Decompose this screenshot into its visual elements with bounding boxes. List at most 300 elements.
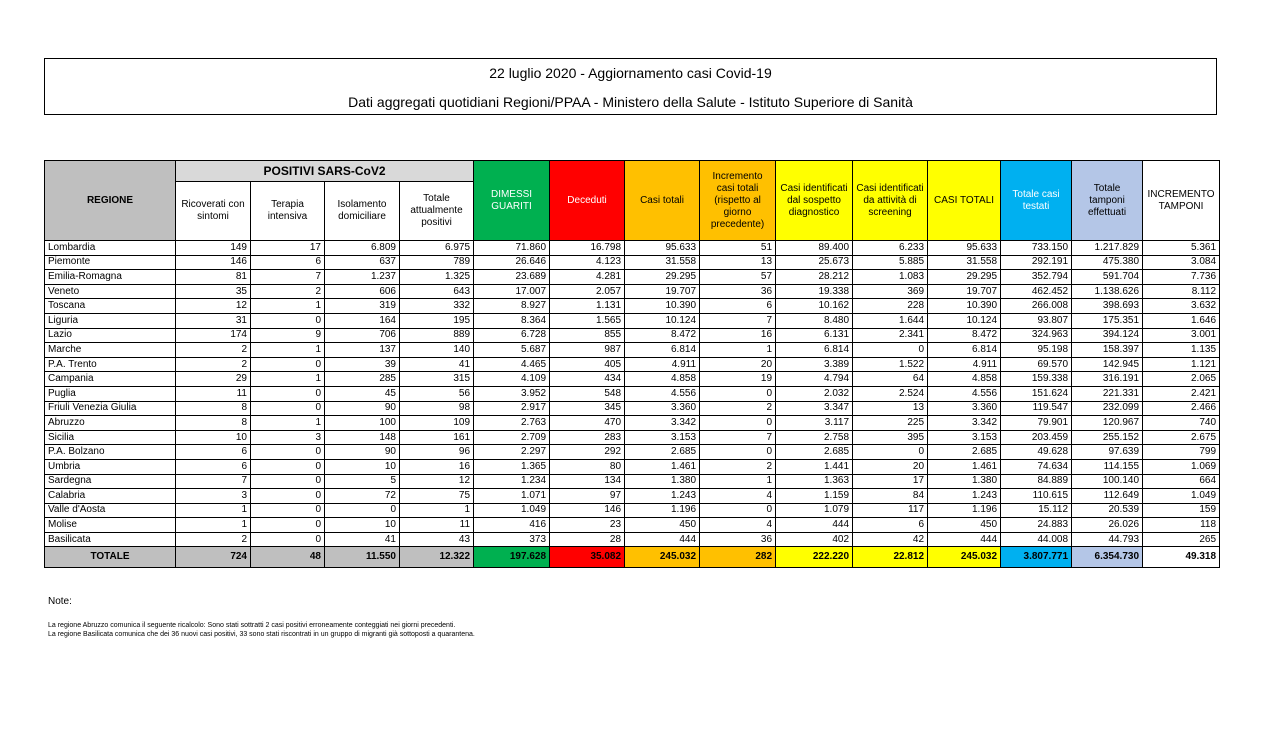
cell-deceduti: 4.281 [550, 270, 625, 285]
cell-casi-totali-2: 3.153 [928, 430, 1001, 445]
cell-terapia-intensiva: 0 [251, 313, 325, 328]
cell-terapia-intensiva: 9 [251, 328, 325, 343]
cell-casi-totali: 450 [625, 518, 700, 533]
cell-terapia-intensiva: 7 [251, 270, 325, 285]
cell-ricoverati: 6 [176, 459, 251, 474]
cell-dimessi-guariti: 1.049 [474, 503, 550, 518]
cell-ricoverati: 1 [176, 503, 251, 518]
cell-totale-positivi: 16 [400, 459, 474, 474]
cell-screening: 117 [853, 503, 928, 518]
cell-regione: Molise [45, 518, 176, 533]
cell-casi-testati: 352.794 [1001, 270, 1072, 285]
cell-casi-totali-2: 1.243 [928, 489, 1001, 504]
cell-isolamento: 137 [325, 343, 400, 358]
cell-terapia-intensiva: 1 [251, 299, 325, 314]
cell-dimessi-guariti: 2.709 [474, 430, 550, 445]
cell-casi-totali-2: 3.342 [928, 416, 1001, 431]
cell-terapia-intensiva: 0 [251, 518, 325, 533]
total-regione: TOTALE [45, 547, 176, 568]
header-casi-sospetto-diagnostico: Casi identificati dal sospetto diagnostico [776, 161, 853, 241]
cell-dimessi-guariti: 2.297 [474, 445, 550, 460]
cell-casi-testati: 110.615 [1001, 489, 1072, 504]
cell-regione: Basilicata [45, 532, 176, 547]
cell-incremento-casi: 0 [700, 445, 776, 460]
cell-casi-totali: 4.911 [625, 357, 700, 372]
total-casi-totali-2: 245.032 [928, 547, 1001, 568]
cell-screening: 225 [853, 416, 928, 431]
cell-incremento-casi: 7 [700, 313, 776, 328]
cell-totale-positivi: 109 [400, 416, 474, 431]
cell-terapia-intensiva: 0 [251, 401, 325, 416]
table-row [45, 284, 1220, 299]
report-title-box [44, 58, 1217, 115]
total-casi-testati: 3.807.771 [1001, 547, 1072, 568]
cell-ricoverati: 10 [176, 430, 251, 445]
cell-deceduti: 16.798 [550, 241, 625, 256]
cell-sospetto-diagnostico: 28.212 [776, 270, 853, 285]
cell-casi-totali-2: 10.124 [928, 313, 1001, 328]
cell-ricoverati: 29 [176, 372, 251, 387]
cell-casi-totali-2: 95.633 [928, 241, 1001, 256]
cell-dimessi-guariti: 26.646 [474, 255, 550, 270]
cell-regione: Abruzzo [45, 416, 176, 431]
cell-terapia-intensiva: 0 [251, 474, 325, 489]
cell-sospetto-diagnostico: 6.814 [776, 343, 853, 358]
cell-casi-totali: 3.153 [625, 430, 700, 445]
cell-incremento-casi: 2 [700, 401, 776, 416]
cell-casi-totali: 95.633 [625, 241, 700, 256]
cell-regione: Friuli Venezia Giulia [45, 401, 176, 416]
table-row [45, 430, 1220, 445]
cell-casi-totali: 10.124 [625, 313, 700, 328]
cell-casi-totali-2: 19.707 [928, 284, 1001, 299]
cell-screening: 1.644 [853, 313, 928, 328]
report-subtitle: Dati aggregati quotidiani Regioni/PPAA - Ministero della Salute - Istituto Superiore di Sanità [348, 94, 913, 110]
notes-title: Note: [48, 596, 72, 607]
cell-casi-totali-2: 10.390 [928, 299, 1001, 314]
cell-totale-positivi: 43 [400, 532, 474, 547]
cell-regione: Sicilia [45, 430, 176, 445]
cell-casi-totali: 10.390 [625, 299, 700, 314]
cell-ricoverati: 31 [176, 313, 251, 328]
cell-casi-totali-2: 3.360 [928, 401, 1001, 416]
cell-screening: 2.341 [853, 328, 928, 343]
cell-incremento-casi: 4 [700, 518, 776, 533]
cell-isolamento: 706 [325, 328, 400, 343]
cell-totale-positivi: 12 [400, 474, 474, 489]
cell-totale-positivi: 75 [400, 489, 474, 504]
cell-incremento-casi: 51 [700, 241, 776, 256]
cell-terapia-intensiva: 0 [251, 532, 325, 547]
cell-casi-testati: 266.008 [1001, 299, 1072, 314]
cell-regione: Veneto [45, 284, 176, 299]
cell-casi-totali-2: 8.472 [928, 328, 1001, 343]
cell-totale-positivi: 41 [400, 357, 474, 372]
cell-incremento-tamponi: 1.646 [1143, 313, 1220, 328]
cell-casi-testati: 462.452 [1001, 284, 1072, 299]
table-row [45, 328, 1220, 343]
cell-isolamento: 100 [325, 416, 400, 431]
cell-screening: 6.233 [853, 241, 928, 256]
header-totale-tamponi: Totale tamponi effettuati [1072, 161, 1143, 241]
cell-regione: Campania [45, 372, 176, 387]
cell-totale-positivi: 140 [400, 343, 474, 358]
cell-sospetto-diagnostico: 2.758 [776, 430, 853, 445]
cell-sospetto-diagnostico: 4.794 [776, 372, 853, 387]
cell-deceduti: 28 [550, 532, 625, 547]
cell-screening: 228 [853, 299, 928, 314]
cell-ricoverati: 7 [176, 474, 251, 489]
table-row [45, 474, 1220, 489]
cell-casi-totali: 4.556 [625, 386, 700, 401]
cell-tamponi: 20.539 [1072, 503, 1143, 518]
cell-regione: P.A. Bolzano [45, 445, 176, 460]
cell-regione: Piemonte [45, 255, 176, 270]
table-row [45, 372, 1220, 387]
cell-regione: Calabria [45, 489, 176, 504]
cell-casi-testati: 24.883 [1001, 518, 1072, 533]
cell-deceduti: 80 [550, 459, 625, 474]
cell-dimessi-guariti: 1.365 [474, 459, 550, 474]
cell-casi-totali: 444 [625, 532, 700, 547]
cell-ricoverati: 35 [176, 284, 251, 299]
cell-incremento-tamponi: 7.736 [1143, 270, 1220, 285]
cell-casi-testati: 93.807 [1001, 313, 1072, 328]
cell-ricoverati: 11 [176, 386, 251, 401]
total-ricoverati: 724 [176, 547, 251, 568]
cell-deceduti: 292 [550, 445, 625, 460]
cell-terapia-intensiva: 0 [251, 459, 325, 474]
cell-incremento-casi: 16 [700, 328, 776, 343]
cell-tamponi: 158.397 [1072, 343, 1143, 358]
cell-casi-testati: 84.889 [1001, 474, 1072, 489]
cell-incremento-tamponi: 118 [1143, 518, 1220, 533]
cell-regione: Puglia [45, 386, 176, 401]
table-row [45, 401, 1220, 416]
table-row [45, 459, 1220, 474]
cell-totale-positivi: 889 [400, 328, 474, 343]
cell-ricoverati: 146 [176, 255, 251, 270]
cell-dimessi-guariti: 4.109 [474, 372, 550, 387]
cell-casi-totali-2: 1.196 [928, 503, 1001, 518]
cell-casi-testati: 733.150 [1001, 241, 1072, 256]
cell-deceduti: 405 [550, 357, 625, 372]
header-casi-screening: Casi identificati da attività di screening [853, 161, 928, 241]
cell-casi-testati: 95.198 [1001, 343, 1072, 358]
cell-regione: Marche [45, 343, 176, 358]
cell-deceduti: 855 [550, 328, 625, 343]
cell-incremento-tamponi: 1.069 [1143, 459, 1220, 474]
table-row [45, 386, 1220, 401]
table-row [45, 445, 1220, 460]
cell-casi-totali: 8.472 [625, 328, 700, 343]
cell-totale-positivi: 11 [400, 518, 474, 533]
cell-tamponi: 221.331 [1072, 386, 1143, 401]
cell-isolamento: 148 [325, 430, 400, 445]
cell-screening: 395 [853, 430, 928, 445]
cell-ricoverati: 6 [176, 445, 251, 460]
cell-sospetto-diagnostico: 402 [776, 532, 853, 547]
cell-deceduti: 987 [550, 343, 625, 358]
cell-incremento-casi: 36 [700, 284, 776, 299]
cell-isolamento: 72 [325, 489, 400, 504]
cell-tamponi: 1.217.829 [1072, 241, 1143, 256]
cell-dimessi-guariti: 17.007 [474, 284, 550, 299]
cell-casi-totali-2: 450 [928, 518, 1001, 533]
cell-screening: 42 [853, 532, 928, 547]
cell-deceduti: 1.565 [550, 313, 625, 328]
cell-totale-positivi: 332 [400, 299, 474, 314]
cell-incremento-tamponi: 3.084 [1143, 255, 1220, 270]
cell-totale-positivi: 1.325 [400, 270, 474, 285]
cell-screening: 84 [853, 489, 928, 504]
table-row [45, 270, 1220, 285]
table-row [45, 255, 1220, 270]
cell-incremento-tamponi: 740 [1143, 416, 1220, 431]
header-isolamento: Isolamento domiciliare [325, 182, 400, 241]
cell-incremento-tamponi: 664 [1143, 474, 1220, 489]
cell-dimessi-guariti: 416 [474, 518, 550, 533]
cell-incremento-casi: 0 [700, 416, 776, 431]
cell-dimessi-guariti: 71.860 [474, 241, 550, 256]
cell-regione: Umbria [45, 459, 176, 474]
note-line: La regione Abruzzo comunica il seguente ricalcolo: Sono stati sottratti 2 casi positivi erroneamente conteggiati nei giorni precedenti. [48, 622, 456, 629]
cell-incremento-tamponi: 1.121 [1143, 357, 1220, 372]
cell-isolamento: 637 [325, 255, 400, 270]
cell-dimessi-guariti: 8.364 [474, 313, 550, 328]
cell-incremento-tamponi: 2.065 [1143, 372, 1220, 387]
header-deceduti: Deceduti [550, 161, 625, 241]
cell-casi-totali: 2.685 [625, 445, 700, 460]
cell-casi-totali: 4.858 [625, 372, 700, 387]
cell-terapia-intensiva: 0 [251, 386, 325, 401]
cell-incremento-tamponi: 1.049 [1143, 489, 1220, 504]
cell-sospetto-diagnostico: 1.363 [776, 474, 853, 489]
cell-casi-testati: 44.008 [1001, 532, 1072, 547]
cell-incremento-casi: 19 [700, 372, 776, 387]
cell-casi-totali-2: 4.556 [928, 386, 1001, 401]
cell-isolamento: 41 [325, 532, 400, 547]
table-row [45, 357, 1220, 372]
cell-casi-testati: 151.624 [1001, 386, 1072, 401]
cell-totale-positivi: 315 [400, 372, 474, 387]
header-casi-totali: Casi totali [625, 161, 700, 241]
cell-deceduti: 283 [550, 430, 625, 445]
cell-incremento-tamponi: 2.421 [1143, 386, 1220, 401]
cell-casi-totali-2: 29.295 [928, 270, 1001, 285]
cell-incremento-tamponi: 3.632 [1143, 299, 1220, 314]
cell-sospetto-diagnostico: 19.338 [776, 284, 853, 299]
cell-tamponi: 175.351 [1072, 313, 1143, 328]
report-title: 22 luglio 2020 - Aggiornamento casi Covid-19 [489, 65, 772, 81]
header-positivi-group: POSITIVI SARS-CoV2 [176, 161, 474, 182]
header-regione: REGIONE [45, 161, 176, 241]
cell-isolamento: 10 [325, 518, 400, 533]
cell-casi-testati: 15.112 [1001, 503, 1072, 518]
cell-tamponi: 112.649 [1072, 489, 1143, 504]
cell-terapia-intensiva: 17 [251, 241, 325, 256]
cell-tamponi: 316.191 [1072, 372, 1143, 387]
cell-casi-totali-2: 1.461 [928, 459, 1001, 474]
header-dimessi-guariti: DIMESSI GUARITI [474, 161, 550, 241]
total-incremento-tamponi: 49.318 [1143, 547, 1220, 568]
table-row [45, 241, 1220, 256]
cell-sospetto-diagnostico: 1.079 [776, 503, 853, 518]
cell-screening: 2.524 [853, 386, 928, 401]
cell-tamponi: 26.026 [1072, 518, 1143, 533]
total-totale-positivi: 12.322 [400, 547, 474, 568]
cell-regione: Emilia-Romagna [45, 270, 176, 285]
cell-dimessi-guariti: 3.952 [474, 386, 550, 401]
cell-isolamento: 285 [325, 372, 400, 387]
table-row [45, 343, 1220, 358]
cell-casi-totali: 19.707 [625, 284, 700, 299]
cell-tamponi: 142.945 [1072, 357, 1143, 372]
cell-isolamento: 164 [325, 313, 400, 328]
cell-terapia-intensiva: 6 [251, 255, 325, 270]
cell-tamponi: 100.140 [1072, 474, 1143, 489]
cell-casi-totali: 6.814 [625, 343, 700, 358]
cell-casi-totali: 1.196 [625, 503, 700, 518]
cell-sospetto-diagnostico: 25.673 [776, 255, 853, 270]
cell-casi-totali: 1.380 [625, 474, 700, 489]
cell-ricoverati: 2 [176, 357, 251, 372]
cell-dimessi-guariti: 2.917 [474, 401, 550, 416]
cell-deceduti: 97 [550, 489, 625, 504]
table-row [45, 299, 1220, 314]
cell-totale-positivi: 161 [400, 430, 474, 445]
cell-deceduti: 146 [550, 503, 625, 518]
cell-sospetto-diagnostico: 2.032 [776, 386, 853, 401]
cell-incremento-tamponi: 265 [1143, 532, 1220, 547]
cell-screening: 17 [853, 474, 928, 489]
cell-casi-testati: 292.191 [1001, 255, 1072, 270]
cell-casi-totali: 31.558 [625, 255, 700, 270]
cell-dimessi-guariti: 1.071 [474, 489, 550, 504]
cell-screening: 6 [853, 518, 928, 533]
cell-terapia-intensiva: 0 [251, 445, 325, 460]
cell-terapia-intensiva: 0 [251, 357, 325, 372]
cell-dimessi-guariti: 5.687 [474, 343, 550, 358]
cell-isolamento: 90 [325, 445, 400, 460]
cell-incremento-casi: 36 [700, 532, 776, 547]
cell-incremento-casi: 0 [700, 386, 776, 401]
cell-tamponi: 44.793 [1072, 532, 1143, 547]
cell-ricoverati: 81 [176, 270, 251, 285]
cell-terapia-intensiva: 2 [251, 284, 325, 299]
cell-isolamento: 90 [325, 401, 400, 416]
cell-deceduti: 470 [550, 416, 625, 431]
cell-tamponi: 591.704 [1072, 270, 1143, 285]
cell-tamponi: 1.138.626 [1072, 284, 1143, 299]
total-tamponi: 6.354.730 [1072, 547, 1143, 568]
cell-terapia-intensiva: 1 [251, 416, 325, 431]
cell-casi-totali-2: 444 [928, 532, 1001, 547]
cell-tamponi: 255.152 [1072, 430, 1143, 445]
cell-totale-positivi: 1 [400, 503, 474, 518]
cell-sospetto-diagnostico: 8.480 [776, 313, 853, 328]
cell-isolamento: 1.237 [325, 270, 400, 285]
cell-casi-testati: 119.547 [1001, 401, 1072, 416]
cell-incremento-tamponi: 2.466 [1143, 401, 1220, 416]
cell-incremento-tamponi: 2.675 [1143, 430, 1220, 445]
cell-incremento-casi: 6 [700, 299, 776, 314]
cell-regione: Lazio [45, 328, 176, 343]
cell-casi-totali-2: 1.380 [928, 474, 1001, 489]
cell-sospetto-diagnostico: 10.162 [776, 299, 853, 314]
cell-incremento-casi: 13 [700, 255, 776, 270]
cell-incremento-casi: 7 [700, 430, 776, 445]
cell-casi-testati: 159.338 [1001, 372, 1072, 387]
cell-dimessi-guariti: 1.234 [474, 474, 550, 489]
cell-casi-totali: 3.342 [625, 416, 700, 431]
cell-ricoverati: 12 [176, 299, 251, 314]
cell-screening: 369 [853, 284, 928, 299]
cell-casi-testati: 324.963 [1001, 328, 1072, 343]
cell-sospetto-diagnostico: 3.347 [776, 401, 853, 416]
cell-screening: 13 [853, 401, 928, 416]
total-screening: 22.812 [853, 547, 928, 568]
cell-screening: 1.083 [853, 270, 928, 285]
total-terapia-intensiva: 48 [251, 547, 325, 568]
table-row [45, 532, 1220, 547]
cell-screening: 20 [853, 459, 928, 474]
cell-ricoverati: 174 [176, 328, 251, 343]
cell-sospetto-diagnostico: 89.400 [776, 241, 853, 256]
note-line: La regione Basilicata comunica che dei 36 nuovi casi positivi, 33 sono stati riscontrati in un gruppo di migranti già sottoposti a quarantena. [48, 631, 475, 638]
cell-tamponi: 120.967 [1072, 416, 1143, 431]
header-incremento-casi: Incremento casi totali (rispetto al giorno precedente) [700, 161, 776, 241]
table-body [45, 241, 1220, 547]
cell-sospetto-diagnostico: 1.441 [776, 459, 853, 474]
cell-casi-totali: 3.360 [625, 401, 700, 416]
cell-screening: 0 [853, 343, 928, 358]
cell-casi-totali-2: 4.858 [928, 372, 1001, 387]
cell-regione: Valle d'Aosta [45, 503, 176, 518]
cell-regione: Lombardia [45, 241, 176, 256]
cell-casi-totali: 1.243 [625, 489, 700, 504]
cell-ricoverati: 3 [176, 489, 251, 504]
header-totale-casi-testati: Totale casi testati [1001, 161, 1072, 241]
cell-terapia-intensiva: 3 [251, 430, 325, 445]
cell-regione: Liguria [45, 313, 176, 328]
total-sospetto-diagnostico: 222.220 [776, 547, 853, 568]
total-incremento-casi: 282 [700, 547, 776, 568]
cell-deceduti: 548 [550, 386, 625, 401]
cell-terapia-intensiva: 1 [251, 372, 325, 387]
cell-tamponi: 97.639 [1072, 445, 1143, 460]
cell-ricoverati: 149 [176, 241, 251, 256]
cell-sospetto-diagnostico: 1.159 [776, 489, 853, 504]
cell-isolamento: 319 [325, 299, 400, 314]
cell-isolamento: 5 [325, 474, 400, 489]
table-row [45, 416, 1220, 431]
cell-tamponi: 114.155 [1072, 459, 1143, 474]
cell-terapia-intensiva: 0 [251, 489, 325, 504]
cell-totale-positivi: 789 [400, 255, 474, 270]
cell-incremento-tamponi: 3.001 [1143, 328, 1220, 343]
cell-casi-totali-2: 6.814 [928, 343, 1001, 358]
header-casi-totali-2: CASI TOTALI [928, 161, 1001, 241]
cell-casi-testati: 69.570 [1001, 357, 1072, 372]
cell-deceduti: 1.131 [550, 299, 625, 314]
cell-incremento-tamponi: 5.361 [1143, 241, 1220, 256]
table-row [45, 489, 1220, 504]
cell-dimessi-guariti: 8.927 [474, 299, 550, 314]
cell-totale-positivi: 6.975 [400, 241, 474, 256]
total-deceduti: 35.082 [550, 547, 625, 568]
cell-incremento-tamponi: 799 [1143, 445, 1220, 460]
